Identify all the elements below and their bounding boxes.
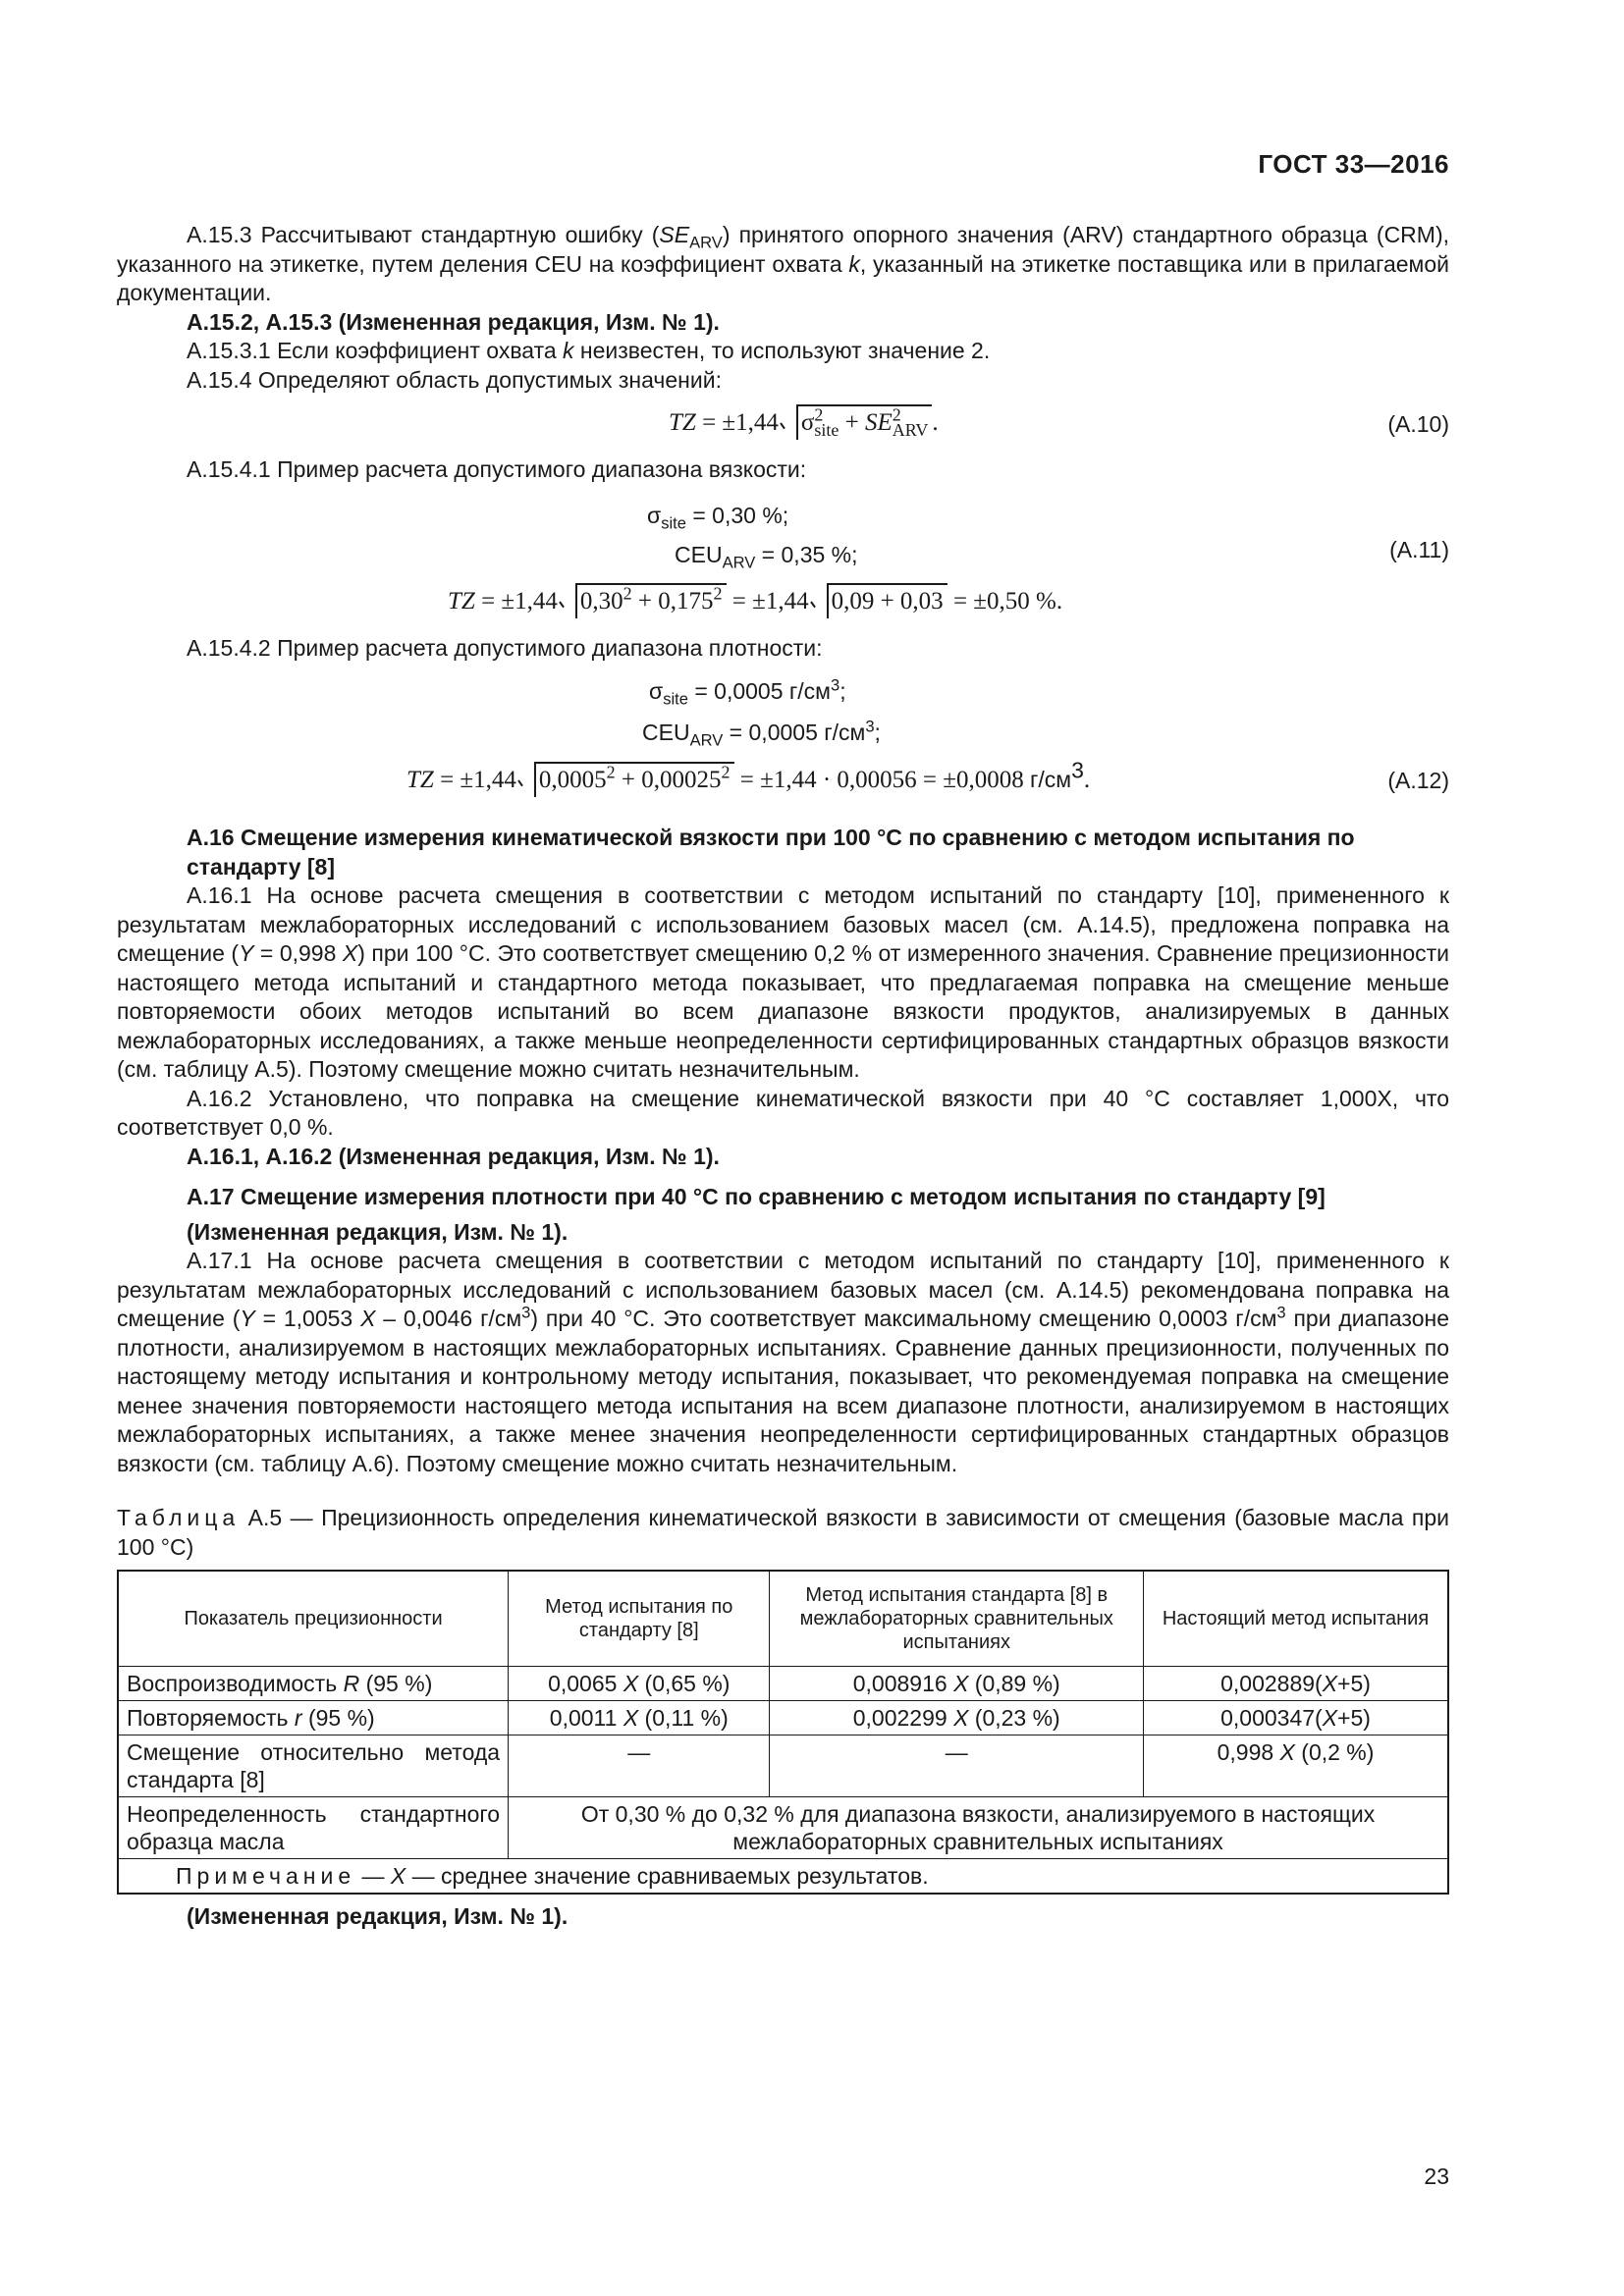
amendment-note: (Измененная редакция, Изм. № 1). [187, 1218, 568, 1245]
document-header: ГОСТ 33—2016 [1258, 149, 1449, 179]
table-header-row [118, 1571, 1448, 1667]
paragraph-a15-4-2: А.15.4.2 Пример расчета допустимого диапазона плотности: [187, 634, 823, 661]
amendment-note: А.15.2, А.15.3 (Измененная редакция, Изм. № 1). [187, 308, 720, 335]
table-row [118, 1701, 1448, 1735]
table-row [118, 1735, 1448, 1797]
paragraph-a15-3: А.15.3 Рассчитывают стандартную ошибку $(SE_{ARV})$ принятого опорного значения (ARV) стандартного образца (CRM), указанного на этикетке, путем деления CEU на коэффициент охвата k, указанный на этикетке поставщика или в прилагаемой документации. [117, 222, 1449, 305]
formula-sigma-viscosity: $\sigma_{site} = 0,30$ %; [647, 502, 789, 533]
table-note: Примечание — X — среднее значение сравниваемых результатов. [118, 1859, 1448, 1895]
paragraph-a16-1: А.16.1 На основе расчета смещения в соответствии с методом испытаний по стандарту [10], примененного к результатам межлабораторных исследований с использованием базовых масел (см. А.14.5), предложена поправка на смещение (Y = 0,998 X) при 100 °С. Это соответствует смещению 0,2 % от измеренного значения. Сравнение прецизионности настоящего метода испытаний и стандартного метода показывает, что предлагаемая поправка на смещение меньше повторяемости обоих методов испытаний во всем диапазоне вязкости продуктов, анализируемых в данных межлабораторных исследованиях, а также меньше неопределенности сертифицированных стандартных образцов вязкости (см. таблицу А.5). Поэтому смещение можно считать незначительным. [117, 882, 1449, 1082]
formula-sigma-density: $\sigma_{site} = 0,0005$ $г/см^3$; [649, 675, 846, 709]
formula-ceu-viscosity: $CEU_{ARV} = 0,35$ %; (А.11) [675, 536, 1449, 572]
equation-number: (А.10) [1387, 411, 1449, 437]
amendment-note: (Измененная редакция, Изм. № 1). [187, 1903, 568, 1929]
document-body [117, 221, 1449, 1932]
table-cell: 0,998 X (0,2 %) [1144, 1735, 1448, 1797]
table-cell: 0,0065 X (0,65 %) [509, 1667, 770, 1701]
table-cell: Воспроизводимость R (95 %) [118, 1667, 509, 1701]
table-cell: 0,008916 X (0,89 %) [770, 1667, 1144, 1701]
equation-number: (А.11) [1389, 536, 1449, 562]
amendment-note: А.16.1, А.16.2 (Измененная редакция, Изм. № 1). [187, 1143, 720, 1169]
table-cell: Смещение относительно метода стандарта [8] [118, 1735, 509, 1797]
section-heading-a16: А.16 Смещение измерения кинематической вязкости при 100 °С по сравнению с методом испытания по стандарту [8] [187, 825, 1355, 880]
table-cell: Повторяемость r (95 %) [118, 1701, 509, 1735]
table-header-cell: Метод испытания по стандарту [8] [509, 1571, 770, 1667]
table-header-cell: Метод испытания стандарта [8] в межлабораторных сравнительных испытаниях [770, 1571, 1144, 1667]
precision-table [117, 1570, 1449, 1895]
page-number: 23 [1424, 2163, 1449, 2189]
table-header-cell: Показатель прецизионности [118, 1571, 509, 1667]
formula-tz-viscosity: TZ = ±1,44 $0,30^2 + 0,175^2 = \pm 1,44$ 0,09 + 0,03 = ±0,50 %. [117, 579, 1449, 626]
table-cell: — [509, 1735, 770, 1797]
paragraph-a15-4: А.15.4 Определяют область допустимых значений: [187, 366, 722, 393]
table-caption: Таблица А.5 — Прецизионность определения кинематической вязкости в зависимости от смещения (базовые масла при 100 °С) [117, 1505, 1449, 1560]
table-cell: 0,002299 X (0,23 %) [770, 1701, 1144, 1735]
table-row [118, 1797, 1448, 1859]
equation-number: (А.12) [1387, 768, 1449, 793]
formula-a10: TZ = ±1,44 $\sigma^2_{site} + SE^2_{ARV}$ . (А.10) [669, 404, 1449, 440]
table-header-cell: Настоящий метод испытания [1144, 1571, 1448, 1667]
table-cell: 0,000347(X+5) [1144, 1701, 1448, 1735]
section-heading-a17: А.17 Смещение измерения плотности при 40 °С по сравнению с методом испытания по стандарту [9] [187, 1184, 1326, 1209]
table-row [118, 1667, 1448, 1701]
table-cell: 0,0011 X (0,11 %) [509, 1701, 770, 1735]
table-note-row [118, 1859, 1448, 1895]
table-cell: Неопределенность стандартного образца масла [118, 1797, 509, 1859]
paragraph-a15-3-1: А.15.3.1 Если коэффициент охвата k неизвестен, то используют значение 2. [187, 338, 991, 363]
table-cell: — [770, 1735, 1144, 1797]
paragraph-a15-4-1: А.15.4.1 Пример расчета допустимого диапазона вязкости: [187, 456, 807, 482]
table-cell: 0,002889(X+5) [1144, 1667, 1448, 1701]
paragraph-a17-1: А.17.1 На основе расчета смещения в соответствии с методом испытаний по стандарту [10], примененного к результатам межлабораторных исследований с использованием базовых масел (см. А.14.5) рекомендована поправка на смещение (Y = 1,0053 X – 0,0046 $г/см^3$) при 40 °С. Это соответствует максимальному смещению 0,0003 $г/см^3$ при диапазоне плотности, анализируемом в настоящих межлабораторных испытаниях. Сравнение данных прецизионности, полученных по настоящему методу испытания и контрольному методу испытания, показывает, что рекомендуемая поправка на смещение менее значения повторяемости настоящего метода испытания на всем диапазоне плотности, анализируемом в настоящих межлабораторных испытаниях, а также менее значения неопределенности сертифицированных стандартных образцов вязкости (см. таблицу А.6). Поэтому смещение можно считать незначительным. [117, 1248, 1450, 1476]
table-cell-merged: От 0,30 % до 0,32 % для диапазона вязкости, анализируемого в настоящих межлабораторных сравнительных испытаниях [509, 1797, 1448, 1859]
paragraph-a16-2: А.16.2 Установлено, что поправка на смещение кинематической вязкости при 40 °С составляет 1,000Х, что соответствует 0,0 %. [117, 1085, 1449, 1140]
formula-a12: TZ = ±1,44 $0,0005^2 + 0,00025^2 = \pm 1,44 \cdot 0,00056 = \pm 0,0008$ $г/см^3$. (А.12) [117, 757, 1449, 804]
formula-ceu-density: $CEU_{ARV} = 0,0005$ $г/см^3$; [642, 717, 881, 750]
